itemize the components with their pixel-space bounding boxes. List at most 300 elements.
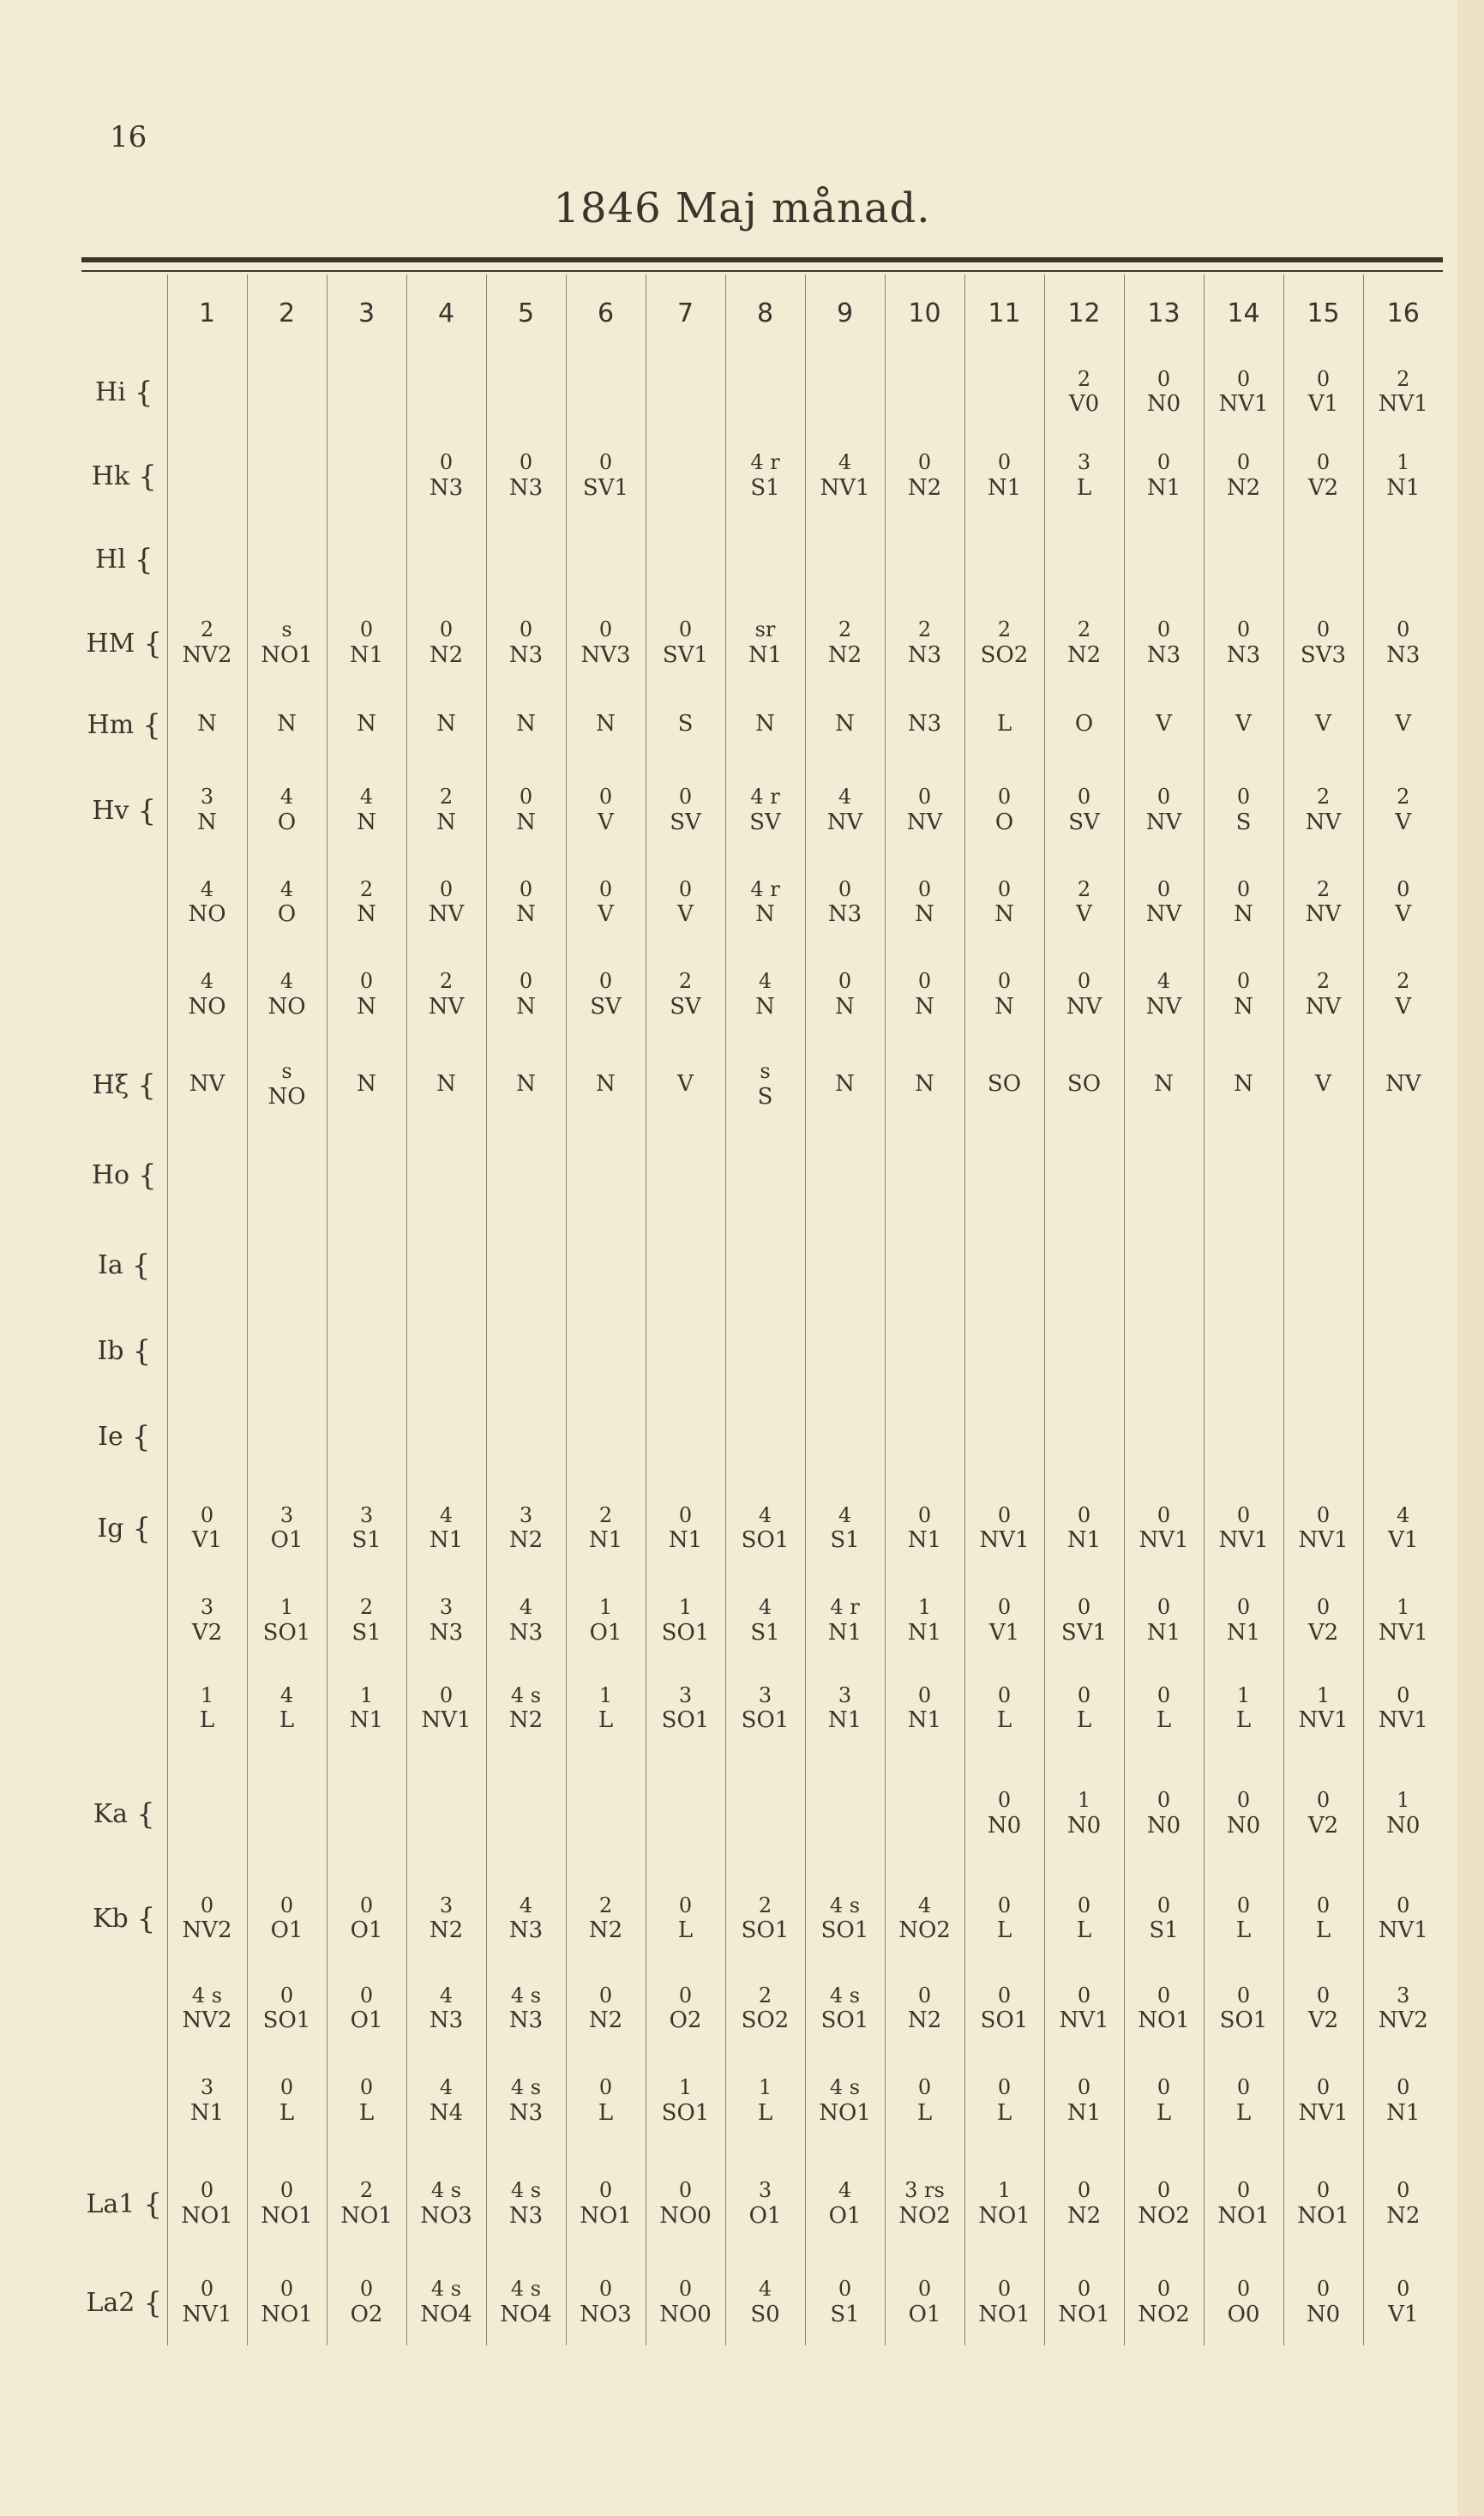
observation-direction: N2 [1226,474,1261,501]
observation-cell [725,519,805,600]
day-header: 15 [1283,274,1363,352]
observation-direction: S [677,711,694,737]
observation-direction: V [1315,711,1331,737]
observation-direction: NV [1305,993,1342,1020]
observation-cell [885,948,964,1042]
observation-direction: V [1395,901,1412,928]
observation-value: 0 [439,617,454,641]
observation-cell [646,1578,725,1664]
observation-cell [247,1042,327,1128]
observation-cell [885,600,964,686]
observation-cell [1283,763,1363,858]
observation-direction: NO4 [420,2301,472,2327]
observation-direction: N1 [987,474,1022,501]
observation-direction: NO1 [1058,2301,1110,2327]
observation-direction: L [757,2099,773,2126]
observation-value: 0 [678,1983,693,2007]
observation-direction: N [436,711,456,737]
observation-direction: SV [590,993,622,1020]
observation-value: 2 [1077,617,1091,641]
observation-cell [1204,1578,1283,1664]
observation-cell [646,352,725,433]
observation-cell [1363,948,1443,1042]
observation-direction: N0 [1306,2301,1341,2327]
observation-direction: N3 [508,1619,544,1646]
observation-direction: NV1 [421,1707,472,1734]
observation-cell [1283,1222,1363,1308]
observation-value: 0 [1077,785,1091,809]
observation-cell [725,2148,805,2260]
observation-cell [885,1479,964,1578]
observation-direction: SO1 [661,2099,710,2126]
observation-value: 4 s [829,1983,861,2007]
observation-direction: SV3 [1300,641,1347,668]
observation-value: 2 [1397,969,1410,993]
observation-cell [805,1308,885,1393]
observation-cell [406,1042,486,1128]
day-header: 13 [1124,274,1204,352]
observation-direction: N2 [588,1917,623,1944]
observation-cell [725,858,805,948]
brace-icon: { [134,543,153,578]
observation-value: 0 [439,876,454,901]
observation-value: 0 [598,450,613,474]
observation-direction: SO1 [820,1917,869,1944]
observation-cell [885,1128,964,1222]
observation-cell [1363,2260,1443,2345]
observation-cell [805,1874,885,1964]
station-label-text: La1 [86,2188,135,2219]
observation-direction: N2 [1066,641,1102,668]
brace-icon: { [138,459,157,494]
observation-value: 0 [1157,2178,1171,2202]
observation-cell [725,1308,805,1393]
observation-value: 0 [1157,2277,1171,2301]
observation-cell [327,2054,406,2148]
observation-cell [566,948,646,1042]
observation-cell [885,1578,964,1664]
observation-value: 0 [279,2277,294,2301]
observation-cell [725,1042,805,1128]
observation-direction: S1 [351,1619,382,1646]
observation-direction: N [835,711,855,737]
observation-value: 4 s [510,2277,542,2301]
observation-cell [725,1754,805,1874]
observation-cell [646,600,725,686]
observation-direction: O2 [350,2301,383,2327]
observation-direction: NV1 [1378,1707,1428,1734]
observation-cell [406,1479,486,1578]
observation-direction: NO [188,901,226,928]
observation-cell [327,1042,406,1128]
observation-cell [964,948,1044,1042]
observation-direction: N [516,993,536,1020]
observation-value: 2 [359,1595,374,1619]
observation-direction: S [757,1083,773,1110]
station-label-text: La2 [86,2287,135,2318]
observation-direction: V [1076,901,1092,928]
observation-cell [406,352,486,433]
table-row [81,1128,1443,1222]
observation-value: 0 [1397,876,1410,901]
observation-cell [964,1042,1044,1128]
observation-direction: L [598,1707,614,1734]
observation-value: 0 [1077,1595,1091,1619]
observation-value: 3 [519,1502,533,1527]
observation-value: 0 [1316,1788,1331,1812]
observation-cell [486,763,566,858]
day-header: 6 [566,274,646,352]
day-header: 14 [1204,274,1283,352]
observation-direction: SV [670,993,701,1020]
observation-value: 3 [1077,450,1091,474]
observation-value: 2 [917,617,932,641]
observation-cell [964,1393,1044,1479]
observation-cell [1283,1964,1363,2054]
observation-value: 0 [917,2075,932,2099]
day-header: 8 [725,274,805,352]
observation-value: 0 [997,1788,1012,1812]
observation-direction: NO1 [819,2099,871,2126]
observation-cell [1204,1042,1283,1128]
observation-value: 4 s [430,2178,462,2202]
brace-icon: { [136,1902,156,1937]
observation-direction: N3 [1146,641,1181,668]
observation-cell [486,1393,566,1479]
observation-cell [964,1664,1044,1754]
observation-cell [646,2054,725,2148]
observation-direction: O [277,901,297,928]
observation-value: 0 [279,2075,294,2099]
observation-cell [964,2148,1044,2260]
brace-icon: { [143,2187,163,2222]
observation-value: 0 [519,617,533,641]
page-edge-shadow [1457,0,1484,2516]
observation-cell [406,2260,486,2345]
station-label [81,1128,167,1222]
observation-cell [1283,948,1363,1042]
observation-cell [725,2054,805,2148]
observation-value: 0 [678,2277,693,2301]
observation-direction: NO1 [978,2301,1030,2327]
observation-cell [1363,519,1443,600]
observation-cell [566,2260,646,2345]
observation-value: 0 [1316,450,1331,474]
observation-direction: NV1 [1218,1527,1269,1554]
observation-direction: N1 [907,1619,942,1646]
observation-cell [327,2260,406,2345]
observation-cell [1363,1128,1443,1222]
observation-cell [646,1393,725,1479]
observation-cell [1283,1393,1363,1479]
table-row [81,763,1443,858]
station-label [81,1754,167,1874]
observation-direction: N [516,809,536,835]
observation-cell [646,1664,725,1754]
observation-value: 0 [598,2277,613,2301]
brace-icon: { [142,707,161,743]
observation-direction: S1 [351,1527,382,1554]
observation-cell [247,1578,327,1664]
observation-direction: N3 [907,711,942,737]
observation-direction: SV [1068,809,1100,835]
observation-cell [1204,1128,1283,1222]
observation-cell [1204,948,1283,1042]
observation-direction: NV1 [820,474,870,501]
observation-value: 2 [838,617,852,641]
observation-cell [885,1874,964,1964]
station-label [81,2148,167,2260]
observation-direction: NV [1305,809,1342,835]
observation-direction: N3 [429,474,464,501]
observation-cell [1363,352,1443,433]
observation-direction: L [1076,474,1092,501]
observation-direction: L [1076,1917,1092,1944]
observation-value: 4 [200,876,214,901]
observation-direction: N [1234,993,1253,1020]
table-row [81,686,1443,763]
observation-cell [247,2148,327,2260]
observation-direction: O [1074,711,1094,737]
table-row [81,519,1443,600]
observation-direction: N [596,1071,616,1098]
observation-direction: N3 [508,2099,544,2126]
observation-direction: NO1 [181,2202,233,2229]
observation-cell [1044,686,1124,763]
observation-cell [1363,1308,1443,1393]
observation-direction: NV1 [1378,1917,1428,1944]
observation-cell [964,1308,1044,1393]
observation-cell [1283,858,1363,948]
observation-cell [566,1664,646,1754]
observation-cell [1044,2054,1124,2148]
observation-cell [406,1754,486,1874]
observation-direction: S0 [750,2301,780,2327]
observation-cell [406,858,486,948]
observation-cell [406,433,486,519]
observation-value: 3 [439,1893,454,1917]
observation-direction: S1 [1149,1917,1179,1944]
observation-direction: NO1 [261,2202,313,2229]
observation-value: 0 [917,450,932,474]
observation-direction: N [357,993,376,1020]
observation-value: 0 [1077,1893,1091,1917]
observation-cell [1124,2260,1204,2345]
observation-direction: N2 [429,1917,464,1944]
station-label [81,1042,167,1128]
observation-value: 0 [1397,2178,1410,2202]
day-header: 12 [1044,274,1124,352]
observation-direction: N [436,809,456,835]
observation-value: 3 [200,785,214,809]
observation-direction: N [994,993,1014,1020]
observation-direction: O1 [350,2007,383,2034]
observation-value: 0 [997,1502,1012,1527]
observation-direction: N2 [508,1527,544,1554]
table-row [81,948,1443,1042]
observation-cell [885,519,964,600]
observation-cell [1044,1308,1124,1393]
observation-value: 0 [1236,2277,1251,2301]
observation-value: 0 [279,1983,294,2007]
observation-direction: O1 [748,2202,782,2229]
observation-direction: L [199,1707,215,1734]
observation-cell [1204,2148,1283,2260]
observation-direction: S1 [830,2301,860,2327]
station-label-text: Hk [91,460,130,491]
table-row [81,2148,1443,2260]
observation-direction: L [1076,1707,1092,1734]
observation-value: 0 [1316,1595,1331,1619]
observation-value: 2 [359,876,374,901]
observation-direction: L [1235,1707,1252,1734]
observation-value: 4 [279,969,294,993]
observation-cell [805,1664,885,1754]
observation-direction: N2 [429,641,464,668]
observation-value: 3 rs [904,2178,945,2202]
observation-cell [327,2148,406,2260]
observation-direction: V1 [1388,2301,1419,2327]
observation-value: 0 [1316,2178,1331,2202]
observation-cell [486,1964,566,2054]
observation-cell [566,1393,646,1479]
observation-direction: N1 [588,1527,623,1554]
observation-cell [247,858,327,948]
observation-value: 1 [359,1682,374,1707]
station-label-text: Ho [91,1159,130,1190]
observation-cell [885,858,964,948]
observation-value: 0 [678,785,693,809]
observation-value: 0 [1077,2277,1091,2301]
station-label-text: Kb [93,1904,129,1934]
observation-value: 1 [1397,450,1410,474]
observation-cell [566,2148,646,2260]
observation-cell [247,1308,327,1393]
observation-cell [1283,2054,1363,2148]
station-label-text: Ka [93,1798,129,1829]
table-row [81,433,1443,519]
observation-cell [964,1754,1044,1874]
observation-direction: N1 [907,1707,942,1734]
observation-cell [167,2260,247,2345]
observation-cell [805,600,885,686]
observation-value: 0 [1236,969,1251,993]
observation-value: 4 [758,1595,772,1619]
observation-cell [1363,1664,1443,1754]
observation-value: 0 [439,1682,454,1707]
observation-value: 2 [678,969,693,993]
observation-cell [1204,1874,1283,1964]
observation-cell [566,433,646,519]
observation-cell [805,1754,885,1874]
observation-cell [1124,600,1204,686]
observation-cell [725,686,805,763]
observation-direction: N0 [1066,1812,1102,1839]
observation-cell [964,1874,1044,1964]
day-header: 11 [964,274,1044,352]
observation-cell [406,1964,486,2054]
observation-direction: N [915,1071,934,1098]
table-row [81,352,1443,433]
observation-value: 4 [1397,1502,1410,1527]
observation-cell [1283,1479,1363,1578]
observation-value: 4 [519,1893,533,1917]
observation-value: 0 [1316,2075,1331,2099]
observation-value: 0 [1157,617,1171,641]
observation-cell [566,600,646,686]
observation-direction: N [197,711,217,737]
observation-cell [1124,763,1204,858]
station-label [81,858,167,948]
observation-cell [486,1222,566,1308]
observation-cell [1363,1479,1443,1578]
observation-direction: SO1 [820,2007,869,2034]
observation-value: 4 [758,2277,772,2301]
observation-direction: N1 [827,1619,862,1646]
observation-value: 0 [678,1502,693,1527]
observation-cell [486,858,566,948]
observation-direction: N3 [429,1619,464,1646]
observation-value: 0 [917,1682,932,1707]
observation-cell [566,1308,646,1393]
observation-cell [167,1308,247,1393]
observation-value: 0 [1236,1893,1251,1917]
observation-cell [1283,2260,1363,2345]
table-row [81,1393,1443,1479]
observation-cell [1283,600,1363,686]
observation-cell [1204,858,1283,948]
observation-value: 0 [1157,1983,1171,2007]
observation-value: 0 [1397,2075,1410,2099]
observation-cell [1044,1222,1124,1308]
station-label-text: Hξ [92,1069,129,1100]
observation-cell [167,1874,247,1964]
observation-direction: N1 [668,1527,703,1554]
observation-direction: N1 [349,641,384,668]
observation-direction: N [357,901,376,928]
observation-direction: N3 [429,2007,464,2034]
observation-direction: S [1235,809,1252,835]
observation-value: 0 [279,1893,294,1917]
observation-direction: N [436,1071,456,1098]
observation-cell [646,858,725,948]
observation-value: s [760,1059,771,1083]
observation-value: 0 [439,450,454,474]
observation-direction: N [516,711,536,737]
observation-value: 3 [200,1595,214,1619]
day-header: 7 [646,274,725,352]
observation-direction: N1 [1386,2099,1421,2126]
observation-direction: N1 [1146,474,1181,501]
observation-cell [167,858,247,948]
observation-value: 0 [1397,617,1410,641]
station-label-text: Hl [95,545,126,575]
table-body [81,352,1443,2345]
observation-direction: L [598,2099,614,2126]
observation-direction: NV1 [1139,1527,1189,1554]
observation-cell [327,686,406,763]
observation-value: 0 [1157,1502,1171,1527]
observation-cell [167,1479,247,1578]
station-label-text: HM [86,628,135,659]
observation-cell [1044,763,1124,858]
observation-cell [964,352,1044,433]
station-label-text: Ie [98,1421,123,1452]
day-header: 5 [486,274,566,352]
observation-value: sr [754,617,776,641]
observation-cell [646,433,725,519]
observation-direction: L [916,2099,933,2126]
